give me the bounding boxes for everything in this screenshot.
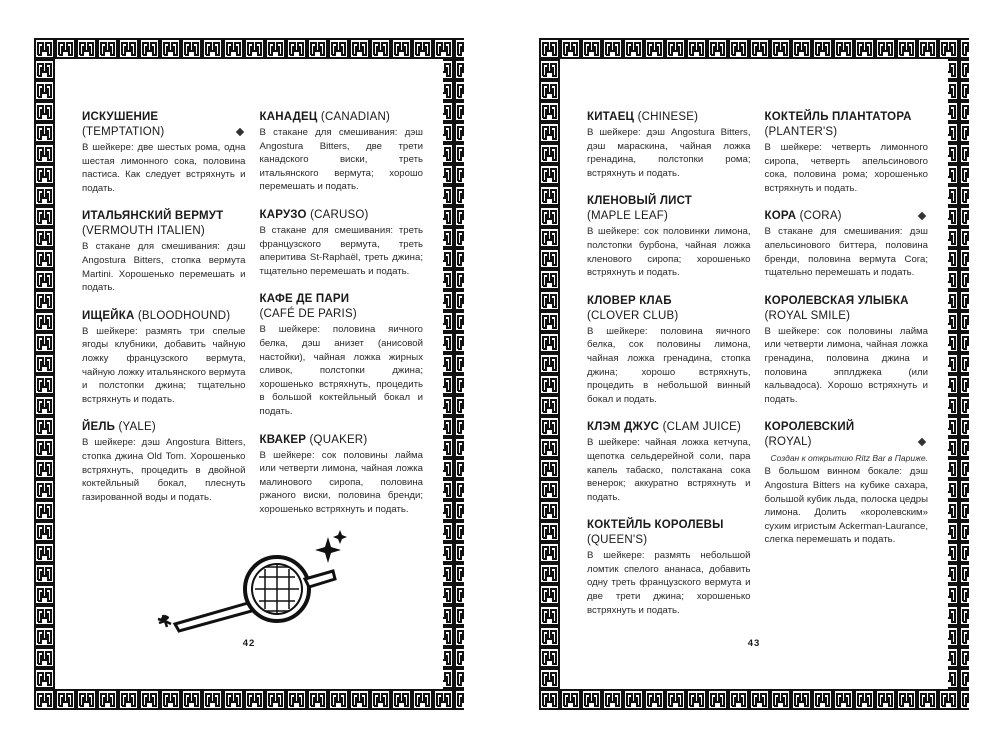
recipe-subtitle bbox=[587, 309, 751, 324]
recipe-entry bbox=[82, 309, 246, 407]
recipe-entry bbox=[260, 110, 424, 194]
recipe-english-name: (CHINESE) bbox=[634, 111, 699, 123]
recipe-instructions: В шейкере: чайная ложка кетчупа, щепотка сельдерейной соли, пара капель табаско, полстакана сока венерок; аккуратно встряхнуть и подать. bbox=[587, 437, 751, 503]
left-page bbox=[34, 38, 464, 710]
recipe-name: ИСКУШЕНИЕ bbox=[82, 111, 159, 123]
recipe-title bbox=[765, 420, 929, 435]
recipe-title-text bbox=[587, 110, 698, 125]
strainer-illustration bbox=[155, 529, 355, 639]
diamond-icon bbox=[918, 438, 926, 446]
recipe-instructions: В большом винном бокале: дэш Angostura Bitters на кубике сахара, большой кубик льда, полоска цедры лимона. Долить «королевским» сухим игристым Ackerman-Laurance, слегка перемешать и подать. bbox=[764, 466, 928, 546]
recipe-subtitle bbox=[260, 307, 424, 322]
recipe-title bbox=[260, 292, 424, 307]
recipe-instructions: В шейкере: размять небольшой ломтик спелого ананаса, добавить одну треть французского вермута и две трети джина; хорошенько встряхнуть и подать. bbox=[587, 550, 751, 616]
recipe-english-name: (CLAM JUICE) bbox=[659, 421, 742, 434]
recipe-entry bbox=[765, 110, 929, 195]
diamond-icon bbox=[918, 212, 926, 220]
recipe-english-name: (QUAKER) bbox=[306, 433, 368, 446]
recipe-entry bbox=[587, 110, 751, 180]
recipe-title bbox=[765, 110, 929, 125]
recipe-subtitle bbox=[587, 533, 751, 548]
recipe-english-name: (CLOVER CLUB) bbox=[587, 309, 679, 322]
recipe-title-text bbox=[587, 518, 724, 533]
recipe-title-text bbox=[765, 294, 909, 309]
recipe-entry bbox=[765, 294, 929, 407]
recipe-title-text bbox=[260, 208, 369, 223]
recipe-title bbox=[82, 420, 246, 435]
recipe-english-name: (TEMPTATION) bbox=[82, 126, 165, 138]
left-column-1 bbox=[82, 110, 246, 530]
page-number: 43 bbox=[747, 638, 761, 649]
recipe-title-text bbox=[260, 292, 350, 307]
recipe-title-text bbox=[765, 209, 842, 224]
recipe-title-text bbox=[82, 209, 223, 224]
recipe-title bbox=[587, 110, 751, 125]
recipe-title bbox=[260, 433, 424, 448]
right-column-1 bbox=[587, 110, 751, 631]
recipe-title-text bbox=[765, 110, 912, 125]
recipe-title-text bbox=[260, 110, 391, 125]
recipe-name: КОРА bbox=[764, 210, 797, 223]
recipe-title bbox=[765, 209, 929, 224]
recipe-name: КОКТЕЙЛЬ КОРОЛЕВЫ bbox=[587, 519, 724, 532]
recipe-entry bbox=[82, 420, 246, 504]
recipe-subtitle bbox=[765, 309, 929, 324]
recipe-english-name: (ROYAL) bbox=[764, 436, 812, 449]
recipe-title-text bbox=[82, 420, 156, 435]
recipe-instructions: В стакане для смешивания: треть французского вермута, треть аперитива St-Raphaël, треть джина; тщательно перемешать и подать. bbox=[259, 224, 423, 277]
recipe-english-name: (PLANTER'S) bbox=[764, 126, 838, 138]
recipe-instructions: В шейкере: четверть лимонного сиропа, четверть апельсинового сока, половина рома; хорошенько встряхнуть и подать. bbox=[764, 142, 928, 194]
right-page bbox=[539, 38, 969, 710]
recipe-entry bbox=[765, 420, 929, 547]
recipe-entry bbox=[587, 294, 751, 407]
left-page-content bbox=[55, 59, 443, 689]
recipe-title-text bbox=[82, 110, 158, 125]
recipe-title bbox=[765, 294, 929, 309]
recipe-title bbox=[82, 110, 246, 125]
recipe-note: Создан к открытию Ritz Bar в Париже. bbox=[770, 453, 928, 464]
recipe-title-text bbox=[587, 420, 741, 435]
recipe-instructions: В шейкере: половина яичного белка, сок половины лимона, чайная ложка гренадина, стопка джина; хорошо встряхнуть, процедить в небольшой винный бокал и подать. bbox=[587, 325, 751, 405]
recipe-title-text bbox=[260, 433, 368, 448]
recipe-subtitle bbox=[82, 125, 246, 140]
recipe-title-text bbox=[587, 294, 672, 309]
recipe-english-name: (YALE) bbox=[115, 421, 156, 434]
recipe-instructions: В шейкере: дэш Angostura Bitters, дэш мараскина, чайная ложка гренадина, полстопки рома; встряхнуть и подать. bbox=[587, 127, 751, 179]
recipe-instructions: В стакане для смешивания: дэш Angostura Bitters, две трети канадского виски, треть итальянского вермута; хорошо перемешать и подать. bbox=[259, 127, 423, 193]
recipe-instructions: В шейкере: сок половины лайма или четверти лимона, чайная ложка гренадина, половина джина и половина эпплджека (или кальвадоса). Хорошо встряхнуть и подать. bbox=[764, 325, 928, 405]
left-column-2 bbox=[260, 110, 424, 530]
recipe-entry bbox=[82, 110, 246, 195]
recipe-english-name: (CARUSO) bbox=[306, 208, 369, 221]
recipe-name: ИЩЕЙКА bbox=[82, 309, 135, 322]
recipe-title-text bbox=[765, 420, 855, 435]
recipe-title bbox=[587, 294, 751, 309]
recipe-instructions: В шейкере: половина яичного белка, дэш анизет (анисовой настойки), чайная ложка жирных сливок, полстопки джина; хорошенько встряхнуть, процедить в большой коктейльный бокал и подать. bbox=[259, 324, 423, 417]
recipe-instructions: В стакане для смешивания: дэш Angostura Bitters, стопка вермута Martini. Хорошенько перемешать и подать. bbox=[82, 241, 246, 294]
recipe-entry bbox=[82, 209, 246, 294]
recipe-english-name: (CAFÉ DE PARIS) bbox=[259, 308, 357, 321]
recipe-instructions: В шейкере: дэш Angostura Bitters, стопка джина Old Tom. Хорошенько встряхнуть, процедить в двойной коктейльный бокал, плеснуть газированной воды и подать. bbox=[82, 437, 246, 503]
recipe-title bbox=[587, 194, 751, 209]
recipe-name: КЛЭМ ДЖУС bbox=[587, 421, 660, 434]
recipe-title-text bbox=[82, 309, 230, 324]
recipe-english-name: (QUEEN'S) bbox=[587, 534, 648, 547]
recipe-name: КИТАЕЦ bbox=[587, 111, 635, 123]
recipe-title bbox=[260, 110, 424, 125]
recipe-entry bbox=[587, 194, 751, 279]
recipe-name: КАНАДЕЦ bbox=[259, 111, 318, 123]
recipe-entry bbox=[260, 208, 424, 278]
right-column-2 bbox=[765, 110, 929, 631]
recipe-english-name: (CANADIAN) bbox=[317, 111, 391, 123]
recipe-name: КАФЕ ДЕ ПАРИ bbox=[259, 293, 350, 306]
recipe-entry bbox=[260, 292, 424, 418]
recipe-subtitle bbox=[82, 224, 246, 239]
recipe-name: КОРОЛЕВСКАЯ УЛЫБКА bbox=[764, 294, 909, 307]
recipe-subtitle bbox=[765, 435, 929, 450]
recipe-instructions: В шейкере: две шестых рома, одна шестая лимонного сока, половина пастиса. Как следует встряхнуть и подать. bbox=[82, 142, 246, 194]
recipe-subtitle bbox=[765, 125, 929, 140]
recipe-title bbox=[587, 420, 751, 435]
recipe-english-name: (CORA) bbox=[796, 210, 842, 223]
recipe-english-name: (ROYAL SMILE) bbox=[764, 309, 851, 322]
recipe-instructions: В шейкере: сок половины лайма или четверти лимона, чайная ложка малинового сиропа, половина ржаного виски, половина бренди; хорошенько встряхнуть и подать. bbox=[259, 449, 423, 515]
recipe-name: ЙЕЛЬ bbox=[82, 421, 116, 434]
diamond-icon bbox=[235, 128, 243, 136]
recipe-english-name: (VERMOUTH ITALIEN) bbox=[82, 225, 205, 238]
recipe-name: КОКТЕЙЛЬ ПЛАНТАТОРА bbox=[764, 111, 912, 123]
recipe-english-name: (MAPLE LEAF) bbox=[587, 210, 669, 223]
recipe-instructions: В стакане для смешивания: дэш апельсинового биттера, половина бренди, половина вермута Cora; тщательно перемешать и подать. bbox=[764, 226, 928, 279]
recipe-english-name: (BLOODHOUND) bbox=[134, 309, 231, 322]
recipe-name: КОРОЛЕВСКИЙ bbox=[764, 421, 855, 434]
recipe-name: КАРУЗО bbox=[259, 208, 307, 221]
recipe-entry bbox=[587, 420, 751, 504]
recipe-entry bbox=[260, 433, 424, 517]
recipe-title bbox=[82, 309, 246, 324]
recipe-instructions: В шейкере: сок половинки лимона, полстопки бурбона, чайная ложка кленового сиропа; хорошенько встряхнуть и подать. bbox=[587, 226, 751, 279]
recipe-instructions: В шейкере: размять три спелые ягоды клубники, добавить чайную ложку французского вермута, чайную ложку итальянского вермута и полстопки джина; тщательно встряхнуть и подать. bbox=[82, 325, 246, 405]
recipe-subtitle bbox=[587, 209, 751, 224]
recipe-title bbox=[82, 209, 246, 224]
recipe-name: КЛОВЕР КЛАБ bbox=[587, 294, 672, 307]
page-number: 42 bbox=[242, 638, 256, 649]
right-page-content bbox=[560, 59, 948, 689]
recipe-entry bbox=[765, 209, 929, 279]
recipe-name: ИТАЛЬЯНСКИЙ ВЕРМУТ bbox=[82, 210, 224, 223]
recipe-title bbox=[587, 518, 751, 533]
recipe-name: КВАКЕР bbox=[259, 433, 307, 446]
recipe-title-text bbox=[587, 194, 692, 209]
recipe-name: КЛЕНОВЫЙ ЛИСТ bbox=[587, 195, 693, 208]
recipe-entry bbox=[587, 518, 751, 617]
recipe-title bbox=[260, 208, 424, 223]
